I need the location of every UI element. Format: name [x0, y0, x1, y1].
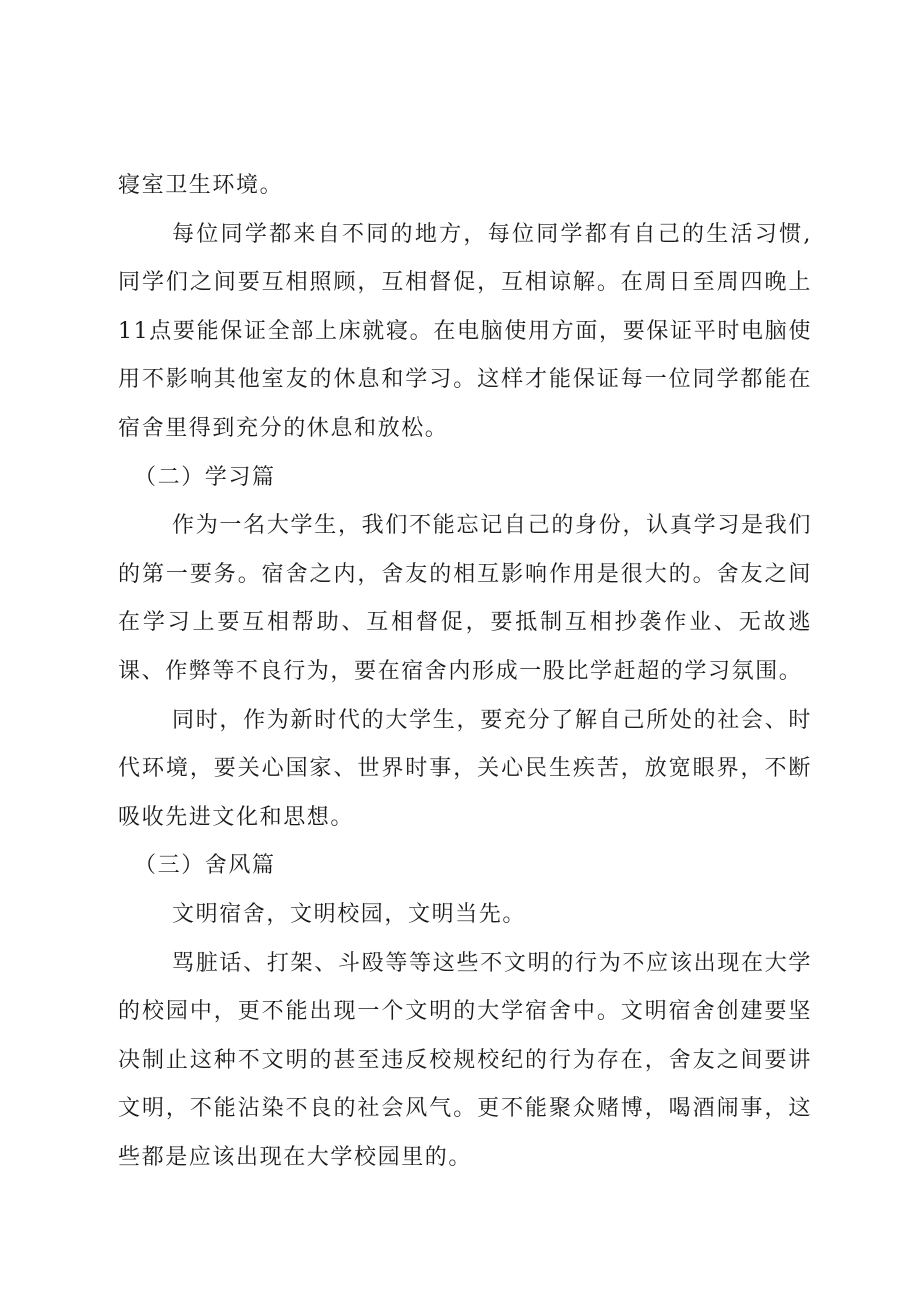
document-body — [118, 162, 812, 1182]
paragraph-civilized-slogan: 文明宿舍，文明校园，文明当先。 — [172, 901, 527, 927]
section-heading-study: （二）学习篇 — [134, 464, 276, 490]
paragraph-continuation: 寝室卫生环境。 — [118, 173, 284, 198]
section-heading-dorm-style: （三）舍风篇 — [134, 853, 276, 879]
paragraph-uncivilized-behavior: 骂脏话、打架、斗殴等等这些不文明的行为不应该出现在大学的校园中，更不能出现一个文明的大学宿舍中。文明宿舍创建要坚决制止这种不文明的甚至违反校规校纪的行为存在，舍友之间要讲文明，不能沾染不良的社会风气。更不能聚众赌博，喝酒闹事，这些都是应该出现在大学校园里的。 — [118, 950, 812, 1170]
paragraph-study-duty: 作为一名大学生，我们不能忘记自己的身份，认真学习是我们的第一要务。宿舍之内，舍友的相互影响作用是很大的。舍友之间在学习上要互相帮助、互相督促，要抵制互相抄袭作业、无故逃课、作弊等不良行为，要在宿舍内形成一股比学赶超的学习氛围。 — [118, 513, 812, 684]
paragraph-living-habits: 每位同学都来自不同的地方，每位同学都有自己的生活习惯,同学们之间要互相照顾，互相督促，互相谅解。在周日至周四晚上11点要能保证全部上床就寝。在电脑使用方面，要保证平时电脑使用不影响其他室友的休息和学习。这样才能保证每一位同学都能在宿舍里得到充分的休息和放松。 — [118, 221, 812, 441]
paragraph-study-society: 同时，作为新时代的大学生，要充分了解自己所处的社会、时代环境，要关心国家、世界时事，关心民生疾苦，放宽眼界，不断吸收先进文化和思想。 — [118, 707, 812, 830]
